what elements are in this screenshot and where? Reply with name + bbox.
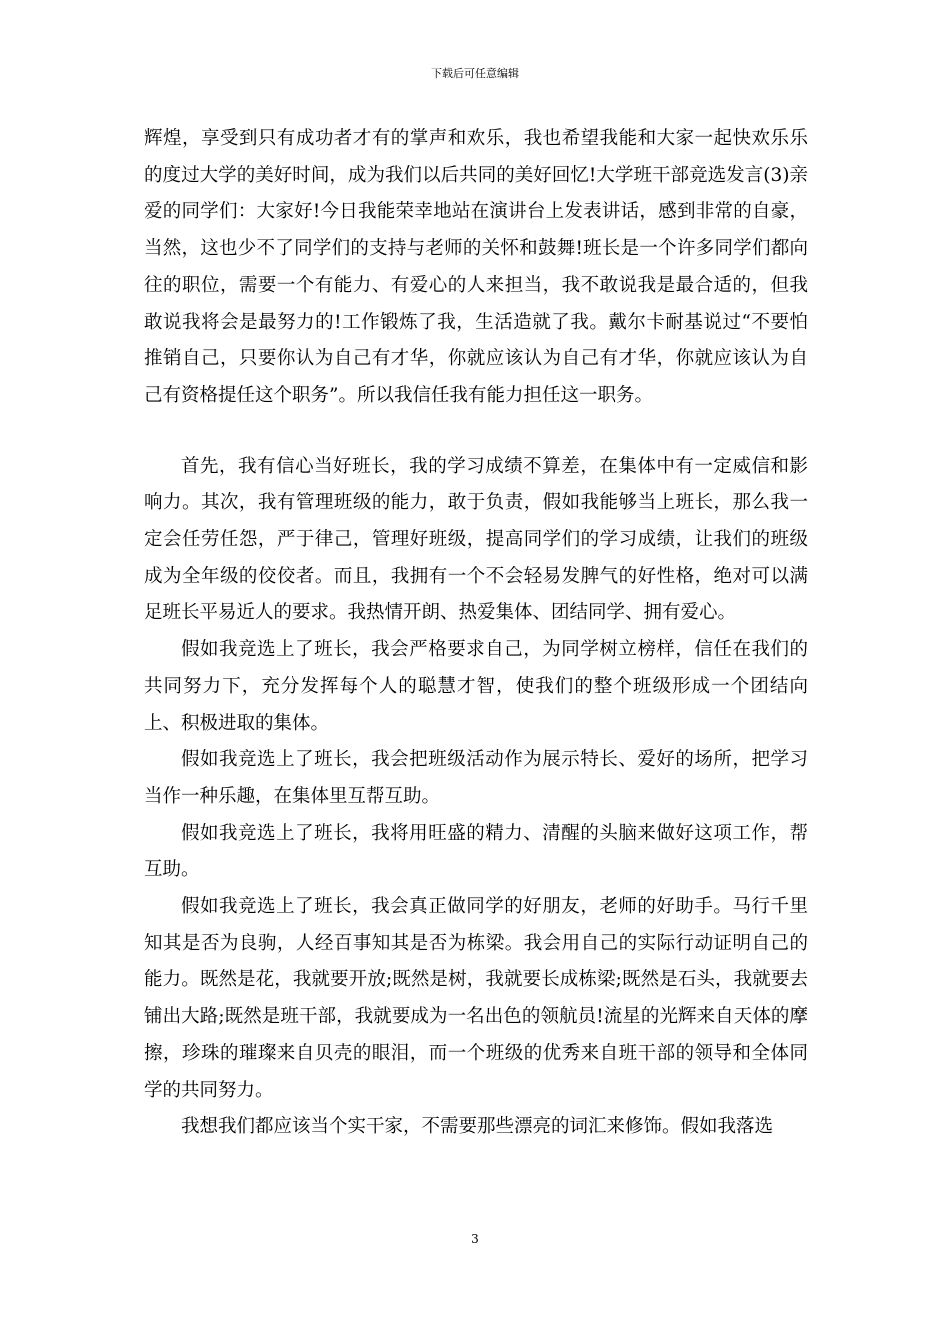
paragraph-2: 首先，我有信心当好班长，我的学习成绩不算差，在集体中有一定威信和影响力。其次，我有管理班级的能力，敢于负责，假如我能够当上班长，那么我一定会任劳任怨，严于律己，管理好班级，提高同学们的学习成绩，让我们的班级成为全年级的佼佼者。而且，我拥有一个不会轻易发脾气的好性格，绝对可以满足班长平易近人的要求。我热情开朗、热爱集体、团结同学、拥有爱心。	[144, 455, 808, 624]
paragraph-3: 假如我竞选上了班长，我会严格要求自己，为同学树立榜样，信任在我们的共同努力下，充分发挥每个人的聪慧才智，使我们的整个班级形成一个团结向上、积极进取的集体。	[144, 639, 808, 734]
page-number: 3	[471, 1232, 479, 1246]
document-body	[144, 121, 808, 1146]
page-header: 下载后可任意编辑	[431, 67, 519, 80]
paragraph-6: 假如我竞选上了班长，我会真正做同学的好朋友，老师的好助手。马行千里知其是否为良驹，人经百事知其是否为栋梁。我会用自己的实际行动证明自己的能力。既然是花，我就要开放;既然是树，我就要长成栋梁;既然是石头，我就要去铺出大路;既然是班干部，我就要成为一名出色的领航员!流星的光辉来自天体的摩擦，珍珠的璀璨来自贝壳的眼泪，而一个班级的优秀来自班干部的领导和全体同学的共同努力。	[144, 896, 808, 1101]
paragraph-1: 辉煌，享受到只有成功者才有的掌声和欢乐，我也希望我能和大家一起快欢乐乐的度过大学的美好时间，成为我们以后共同的美好回忆!大学班干部竞选发言(3)亲爱的同学们：大家好!今日我能荣幸地站在演讲台上发表讲话，感到非常的自豪，当然，这也少不了同学们的支持与老师的关怀和鼓舞!班长是一个许多同学们都向往的职位，需要一个有能力、有爱心的人来担当，我不敢说我是最合适的，但我敢说我将会是最努力的!工作锻炼了我，生活造就了我。戴尔卡耐基说过“不要怕推销自己，只要你认为自己有才华，你就应该认为自己有才华，你就应该认为自己有资格提任这个职务”。所以我信任我有能力担任这一职务。	[144, 128, 809, 406]
paragraph-7: 我想我们都应该当个实干家，不需要那些漂亮的词汇来修饰。假如我落选	[181, 1116, 774, 1138]
paragraph-4: 假如我竞选上了班长，我会把班级活动作为展示特长、爱好的场所，把学习当作一种乐趣，在集体里互帮互助。	[144, 749, 808, 807]
paragraph-5: 假如我竞选上了班长，我将用旺盛的精力、清醒的头脑来做好这项工作，帮互助。	[144, 822, 808, 881]
